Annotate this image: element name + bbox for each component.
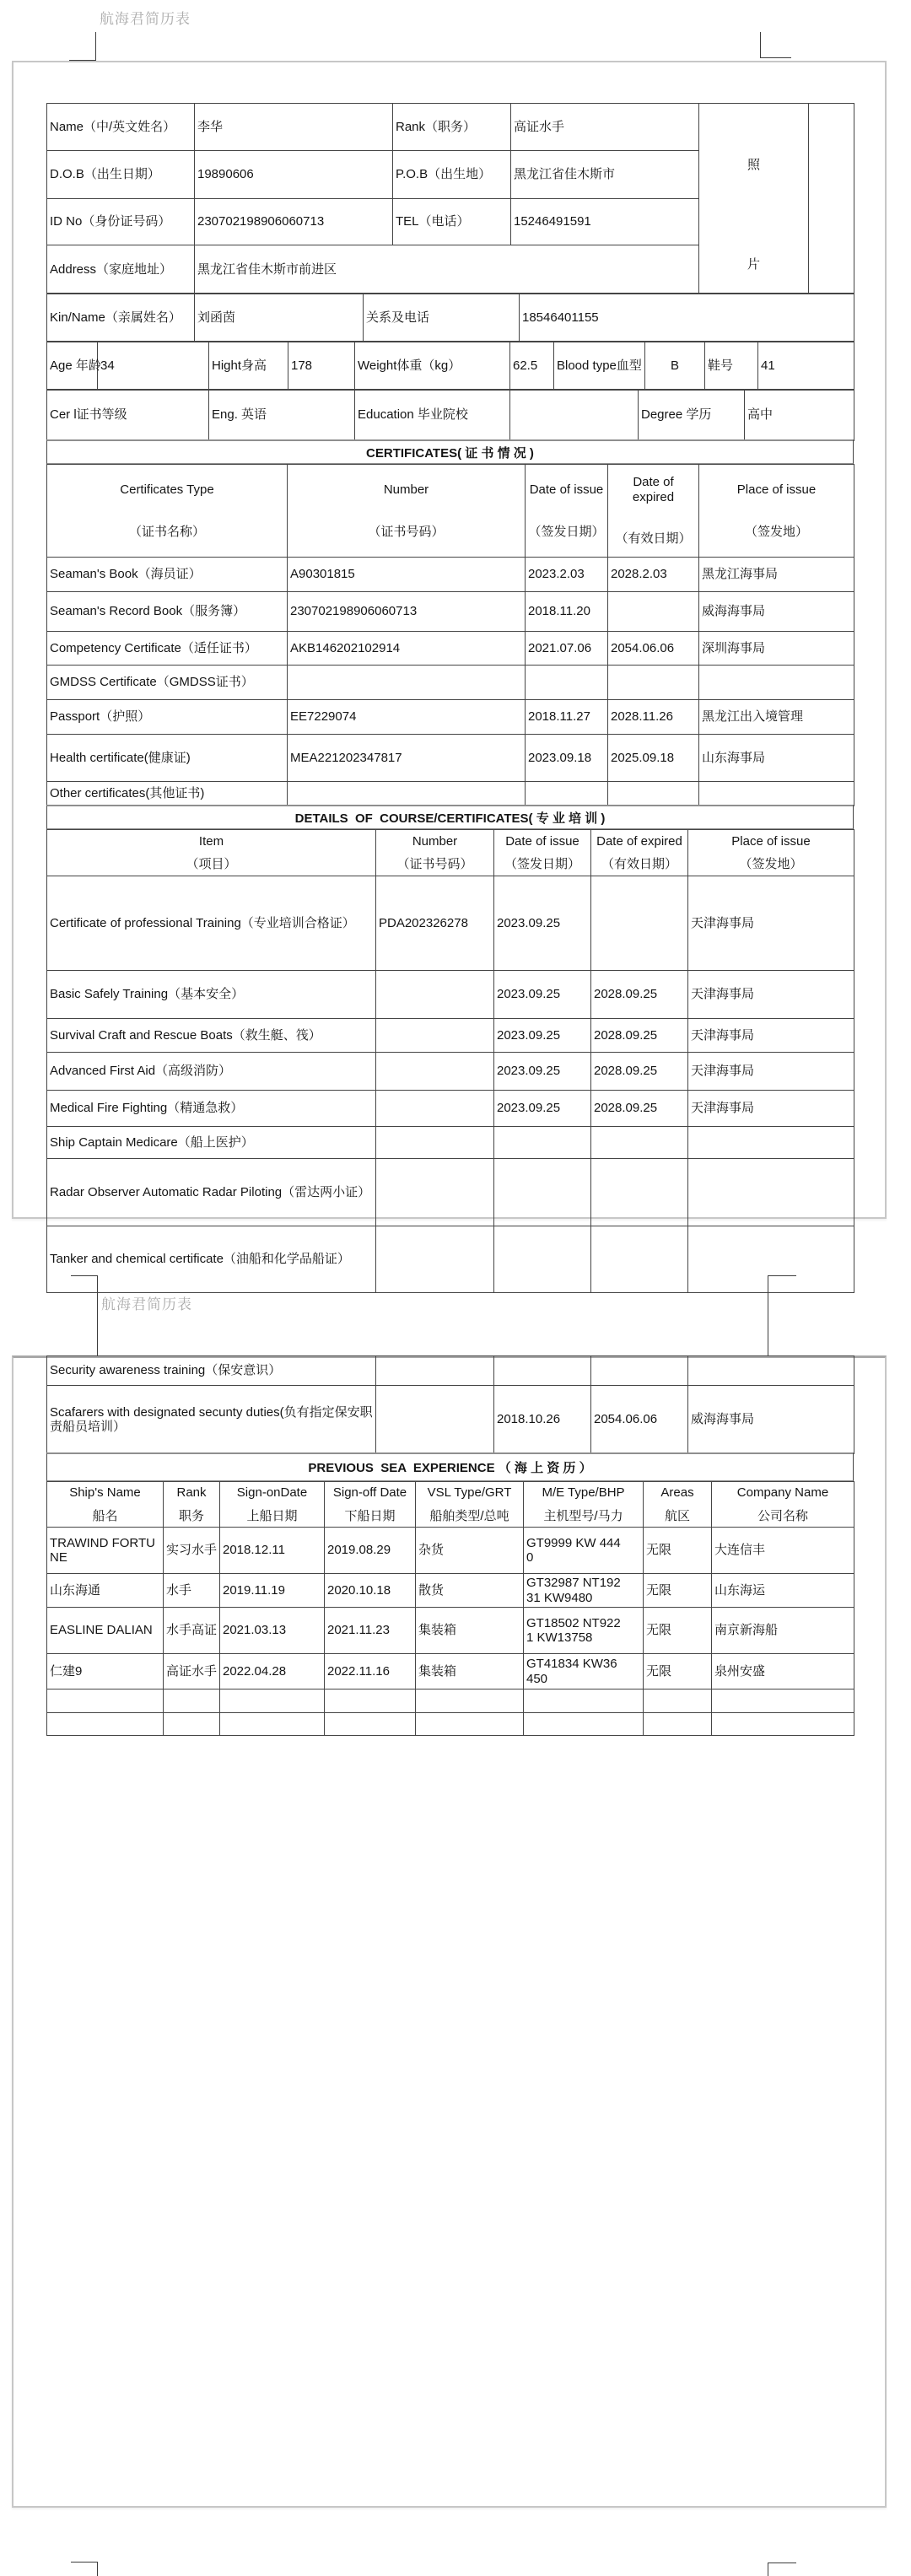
rank-header: Rank 职务 [164,1482,220,1528]
degree-label: Degree 学历 [639,390,745,441]
training-item-cell: Ship Captain Medicare（船上医护） [47,1127,376,1159]
certificate-expire-cell [608,782,699,806]
company-cell: 泉州安盛 [712,1654,854,1689]
training-number-cell: PDA202326278 [376,876,494,971]
training-item-cell: Survival Craft and Rescue Boats（救生艇、筏） [47,1019,376,1053]
certificates-header-row [47,465,854,558]
certificate-number-cell: 230702198906060713 [288,592,526,632]
sign-off-cell: 2021.11.23 [325,1608,416,1654]
me-type-cell [524,1713,644,1736]
training-number-cell [376,1356,494,1386]
training-place-cell: 天津海事局 [688,876,854,971]
rank-cell: 高证水手 [164,1654,220,1689]
training-item-header: Item （项目） [47,830,376,876]
training-number-header: Number （证书号码） [376,830,494,876]
training-issue-cell [494,1127,591,1159]
age-row-table [46,341,854,391]
kin-tel-value: 18546401155 [520,294,854,342]
ship-name-cell: 仁建9 [47,1654,164,1689]
certificate-place-cell: 威海海事局 [699,592,854,632]
sea-row [47,1689,854,1713]
training-table [46,829,854,1293]
sea-experience-table [46,1481,854,1736]
me-type-cell: GT32987 NT19231 KW9480 [524,1574,644,1608]
vsl-type-cell: 集装箱 [416,1654,524,1689]
sign-on-cell: 2021.03.13 [220,1608,325,1654]
rank-cell: 水手高证 [164,1608,220,1654]
certificate-number-cell: A90301815 [288,558,526,592]
certificate-type-cell: Other certificates(其他证书) [47,782,288,806]
certificate-place-cell: 黑龙江出入境管理 [699,700,854,735]
cert-type-header: Certificates Type （证书名称） [47,465,288,558]
certificate-place-cell: 山东海事局 [699,735,854,782]
rank-cell [164,1713,220,1736]
areas-cell [644,1713,712,1736]
sign-off-header: Sign-off Date 下船日期 [325,1482,416,1528]
certificate-issue-cell: 2021.07.06 [526,632,608,666]
training-item-cell: Certificate of professional Training（专业培训合格证） [47,876,376,971]
training-place-cell [688,1127,854,1159]
education-empty-cell [510,390,639,441]
training-row [47,876,854,971]
blood-type-label: Blood type血型 [554,342,645,391]
training-place-header: Place of issue （签发地） [688,830,854,876]
certificates-section-title: CERTIFICATES( 证 书 情 况 ) [46,439,854,465]
training-place-cell [688,1159,854,1226]
id-label: ID No（身份证号码） [47,199,195,245]
training-place-cell: 天津海事局 [688,1053,854,1091]
kin-name-value: 刘函茵 [195,294,364,342]
certificate-row [47,782,854,806]
certificate-place-cell [699,782,854,806]
training-number-cell [376,1226,494,1293]
training-place-cell: 天津海事局 [688,971,854,1019]
page-header-title: 航海君简历表 [100,11,191,27]
age-value: 34 [98,342,209,391]
training-number-cell [376,1053,494,1091]
degree-value: 高中 [745,390,854,441]
sign-on-cell: 2022.04.28 [220,1654,325,1689]
cert-expire-header: Date of expired （有效日期） [608,465,699,558]
rank-label: Rank（职务） [393,104,511,151]
training-issue-cell: 2023.09.25 [494,1053,591,1091]
training-place-cell [688,1356,854,1386]
training-place-cell: 天津海事局 [688,1091,854,1127]
areas-cell: 无限 [644,1528,712,1574]
training-expire-cell [591,1127,688,1159]
areas-cell: 无限 [644,1574,712,1608]
dob-label: D.O.B（出生日期） [47,151,195,199]
training-number-cell [376,971,494,1019]
photo-side-cell [809,104,854,294]
vsl-type-cell: 散货 [416,1574,524,1608]
training-expire-cell [591,876,688,971]
certificate-type-cell: Seaman's Record Book（服务簿） [47,592,288,632]
company-cell [712,1713,854,1736]
training-row [47,1226,854,1293]
training-row [47,1356,854,1386]
training-expire-cell: 2028.09.25 [591,1053,688,1091]
shoe-size-label: 鞋号 [705,342,758,391]
rank-cell: 实习水手 [164,1528,220,1574]
certificate-issue-cell: 2023.2.03 [526,558,608,592]
certificate-number-cell [288,666,526,700]
areas-cell [644,1689,712,1713]
training-number-cell [376,1091,494,1127]
training-row [47,1091,854,1127]
name-value: 李华 [195,104,393,151]
crop-mark-bottom-left [71,2562,98,2576]
vsl-type-cell: 杂货 [416,1528,524,1574]
training-item-cell: Scafarers with designated secunty duties(负有指定保安职责船员培训） [47,1386,376,1454]
training-place-cell: 威海海事局 [688,1386,854,1454]
certificate-row [47,735,854,782]
crop-mark-top-left [69,32,96,61]
training-issue-cell [494,1226,591,1293]
me-type-cell: GT9999 KW 4440 [524,1528,644,1574]
training-issue-cell: 2023.09.25 [494,1091,591,1127]
weight-label: Weight体重（kg） [355,342,510,391]
training-item-cell: Advanced First Aid（高级消防） [47,1053,376,1091]
certificate-row [47,592,854,632]
certificate-issue-cell [526,666,608,700]
training-expire-header: Date of expired （有效日期） [591,830,688,876]
ship-name-cell [47,1713,164,1736]
address-label: Address（家庭地址） [47,245,195,294]
me-type-header: M/E Type/BHP 主机型号/马力 [524,1482,644,1528]
certificate-number-cell: EE7229074 [288,700,526,735]
training-row [47,1053,854,1091]
training-table-continued [46,1355,854,1454]
vsl-type-header: VSL Type/GRT 船舶类型/总吨 [416,1482,524,1528]
areas-cell: 无限 [644,1608,712,1654]
sign-off-cell [325,1713,416,1736]
cert-number-header: Number （证书号码） [288,465,526,558]
sign-off-cell: 2022.11.16 [325,1654,416,1689]
tel-value: 15246491591 [511,199,699,245]
education-label: Education 毕业院校 [355,390,510,441]
certificate-type-cell: Passport（护照） [47,700,288,735]
kin-tel-label: 关系及电话 [364,294,520,342]
training-expire-cell [591,1159,688,1226]
training-issue-cell [494,1356,591,1386]
training-issue-cell: 2018.10.26 [494,1386,591,1454]
company-header: Company Name 公司名称 [712,1482,854,1528]
training-section-title: DETAILS OF COURSE/CERTIFICATES( 专 业 培 训 ) [46,805,854,830]
me-type-cell: GT41834 KW36450 [524,1654,644,1689]
training-issue-cell: 2023.09.25 [494,876,591,971]
certificate-expire-cell [608,592,699,632]
training-number-cell [376,1019,494,1053]
height-value: 178 [288,342,355,391]
training-item-cell: Medical Fire Fighting（精通急救） [47,1091,376,1127]
ship-name-cell: EASLINE DALIAN [47,1608,164,1654]
training-expire-cell: 2028.09.25 [591,971,688,1019]
certificate-issue-cell: 2018.11.27 [526,700,608,735]
sign-on-cell [220,1689,325,1713]
sea-row [47,1528,854,1574]
certificate-issue-cell [526,782,608,806]
training-number-cell [376,1127,494,1159]
photo-label-bottom: 片 [747,257,760,272]
sign-on-header: Sign-onDate 上船日期 [220,1482,325,1528]
training-item-cell: Basic Safely Training（基本安全） [47,971,376,1019]
id-value: 230702198906060713 [195,199,393,245]
certificate-issue-cell: 2018.11.20 [526,592,608,632]
ship-name-cell: TRAWIND FORTUNE [47,1528,164,1574]
rank-cell [164,1689,220,1713]
company-cell: 山东海运 [712,1574,854,1608]
training-issue-cell: 2023.09.25 [494,971,591,1019]
company-cell: 南京新海船 [712,1608,854,1654]
certificate-number-cell: MEA221202347817 [288,735,526,782]
sign-off-cell [325,1689,416,1713]
sign-on-cell: 2019.11.19 [220,1574,325,1608]
education-row-table [46,389,854,441]
dob-value: 19890606 [195,151,393,199]
training-place-cell: 天津海事局 [688,1019,854,1053]
photo-placeholder [699,104,809,294]
sign-off-cell: 2020.10.18 [325,1574,416,1608]
certificate-type-cell: Seaman's Book（海员证） [47,558,288,592]
sign-on-cell: 2018.12.11 [220,1528,325,1574]
training-expire-cell: 2054.06.06 [591,1386,688,1454]
certificate-expire-cell [608,666,699,700]
crop-mark-top-right [760,32,791,58]
training-expire-cell: 2028.09.25 [591,1019,688,1053]
certificate-row [47,558,854,592]
training-place-cell [688,1226,854,1293]
sign-on-cell [220,1713,325,1736]
training-row [47,971,854,1019]
training-number-cell [376,1159,494,1226]
shoe-size-value: 41 [758,342,854,391]
pob-value: 黑龙江省佳木斯市 [511,151,699,199]
photo-label-top: 照 [747,157,760,172]
cert-place-header: Place of issue （签发地） [699,465,854,558]
blood-type-value: B [645,342,705,391]
training-item-cell: Security awareness training（保安意识） [47,1356,376,1386]
sea-row [47,1574,854,1608]
certificate-type-cell: GMDSS Certificate（GMDSS证书） [47,666,288,700]
tel-label: TEL（电话） [393,199,511,245]
name-label: Name（中/英文姓名） [47,104,195,151]
certificate-expire-cell: 2028.11.26 [608,700,699,735]
training-issue-cell: 2023.09.25 [494,1019,591,1053]
age-label: Age 年龄 [47,342,98,391]
areas-cell: 无限 [644,1654,712,1689]
sea-experience-section-title: PREVIOUS SEA EXPERIENCE （ 海 上 资 历 ） [46,1452,854,1482]
training-item-cell: Tanker and chemical certificate（油船和化学品船证） [47,1226,376,1293]
company-cell [712,1689,854,1713]
training-number-cell [376,1386,494,1454]
training-row [47,1386,854,1454]
areas-header: Areas 航区 [644,1482,712,1528]
certificate-place-cell: 深圳海事局 [699,632,854,666]
page-header-title-2: 航海君简历表 [101,1296,192,1312]
kin-name-label: Kin/Name（亲属姓名） [47,294,195,342]
rank-value: 高证水手 [511,104,699,151]
pob-label: P.O.B（出生地） [393,151,511,199]
vsl-type-cell [416,1713,524,1736]
rank-cell: 水手 [164,1574,220,1608]
crop-mark-bottom-right [768,2563,796,2576]
company-cell: 大连信丰 [712,1528,854,1574]
kin-row-table [46,293,854,342]
certificate-row [47,632,854,666]
training-row [47,1019,854,1053]
certificates-table [46,464,854,806]
certificate-type-cell: Health certificate(健康证) [47,735,288,782]
certificate-expire-cell: 2054.06.06 [608,632,699,666]
sign-off-cell: 2019.08.29 [325,1528,416,1574]
training-row [47,1159,854,1226]
training-issue-header: Date of issue （签发日期） [494,830,591,876]
certificate-type-cell: Competency Certificate（适任证书） [47,632,288,666]
sea-row [47,1713,854,1736]
address-value: 黑龙江省佳木斯市前进区 [195,245,699,294]
english-label: Eng. 英语 [209,390,355,441]
sea-header-row [47,1482,854,1528]
ship-name-cell: 山东海通 [47,1574,164,1608]
certificate-expire-cell: 2025.09.18 [608,735,699,782]
training-expire-cell [591,1226,688,1293]
sea-row [47,1654,854,1689]
training-issue-cell [494,1159,591,1226]
cert-grade-label: Cer l证书等级 [47,390,209,441]
vsl-type-cell: 集装箱 [416,1608,524,1654]
vsl-type-cell [416,1689,524,1713]
certificate-row [47,666,854,700]
certificate-row [47,700,854,735]
training-header-row [47,830,854,876]
me-type-cell: GT18502 NT9221 KW13758 [524,1608,644,1654]
ship-name-header: Ship's Name 船名 [47,1482,164,1528]
certificate-issue-cell: 2023.09.18 [526,735,608,782]
training-item-cell: Radar Observer Automatic Radar Piloting（雷达两小证） [47,1159,376,1226]
training-expire-cell [591,1356,688,1386]
personal-info-table [46,103,854,294]
cert-issue-header: Date of issue （签发日期） [526,465,608,558]
height-label: Hight身高 [209,342,288,391]
sea-row [47,1608,854,1654]
certificate-place-cell [699,666,854,700]
certificate-number-cell: AKB146202102914 [288,632,526,666]
training-expire-cell: 2028.09.25 [591,1091,688,1127]
training-row [47,1127,854,1159]
ship-name-cell [47,1689,164,1713]
weight-value: 62.5 [510,342,554,391]
certificate-number-cell [288,782,526,806]
certificate-place-cell: 黑龙江海事局 [699,558,854,592]
certificate-expire-cell: 2028.2.03 [608,558,699,592]
me-type-cell [524,1689,644,1713]
